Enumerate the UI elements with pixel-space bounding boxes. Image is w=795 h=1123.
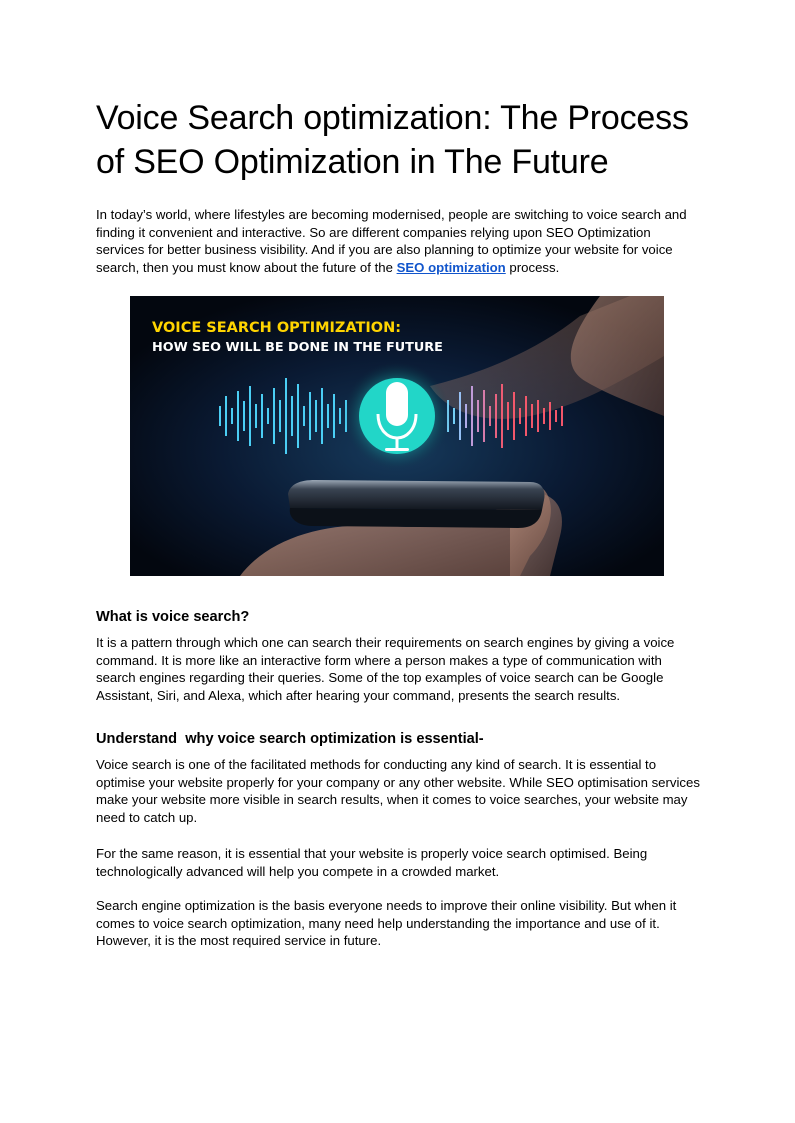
section-heading-what: What is voice search? (96, 609, 250, 625)
intro-paragraph (96, 206, 700, 276)
section-body-why-1: Voice search is one of the facilitated methods for conducting any kind of search. It is essential to optimise your website properly for your company or any other website. While SEO optimisation services make your website more visible in search results, when it comes to voice searches, your website may need to catch up. (96, 757, 700, 825)
intro-text-after: process. (505, 259, 560, 275)
section-heading-why: Understand why voice search optimization is essential- (96, 731, 484, 747)
section-body-what: It is a pattern through which one can search their requirements on search engines by giving a voice command. It is more like an interactive form where a person makes a type of communication with search engines regarding their queries. Some of the top examples of voice search can be Google Assistant, Siri, and Alexa, which after hearing your command, presents the search results. (96, 635, 675, 703)
hero-illustration (130, 296, 664, 576)
section-body-why-2: For the same reason, it is essential that your website is properly voice search optimised. Being technologically advanced will help you compete in a crowded market. (96, 846, 648, 879)
section-body-why-3: Search engine optimization is the basis everyone needs to improve their online visibility. But when it comes to voice search optimization, many need help understanding the importance and use of it. However, it is the most required service in future. (96, 898, 677, 949)
hero-headline-line1: VOICE SEARCH OPTIMIZATION: (152, 320, 402, 336)
hero-image (130, 296, 664, 576)
seo-optimization-link[interactable]: SEO optimization (396, 259, 506, 275)
hero-headline-line2: HOW SEO WILL BE DONE IN THE FUTURE (152, 340, 443, 355)
page-title: Voice Search optimization: The Process of SEO Optimization in The Future (96, 99, 689, 181)
intro-text-before: In today’s world, where lifestyles are becoming modernised, people are switching to voice search and finding it convenient and interactive. So are different companies relying upon SEO Optimization services for better business visibility. And if you are also planning to optimize your website for voice search, then you must know about the future of the (96, 207, 687, 275)
